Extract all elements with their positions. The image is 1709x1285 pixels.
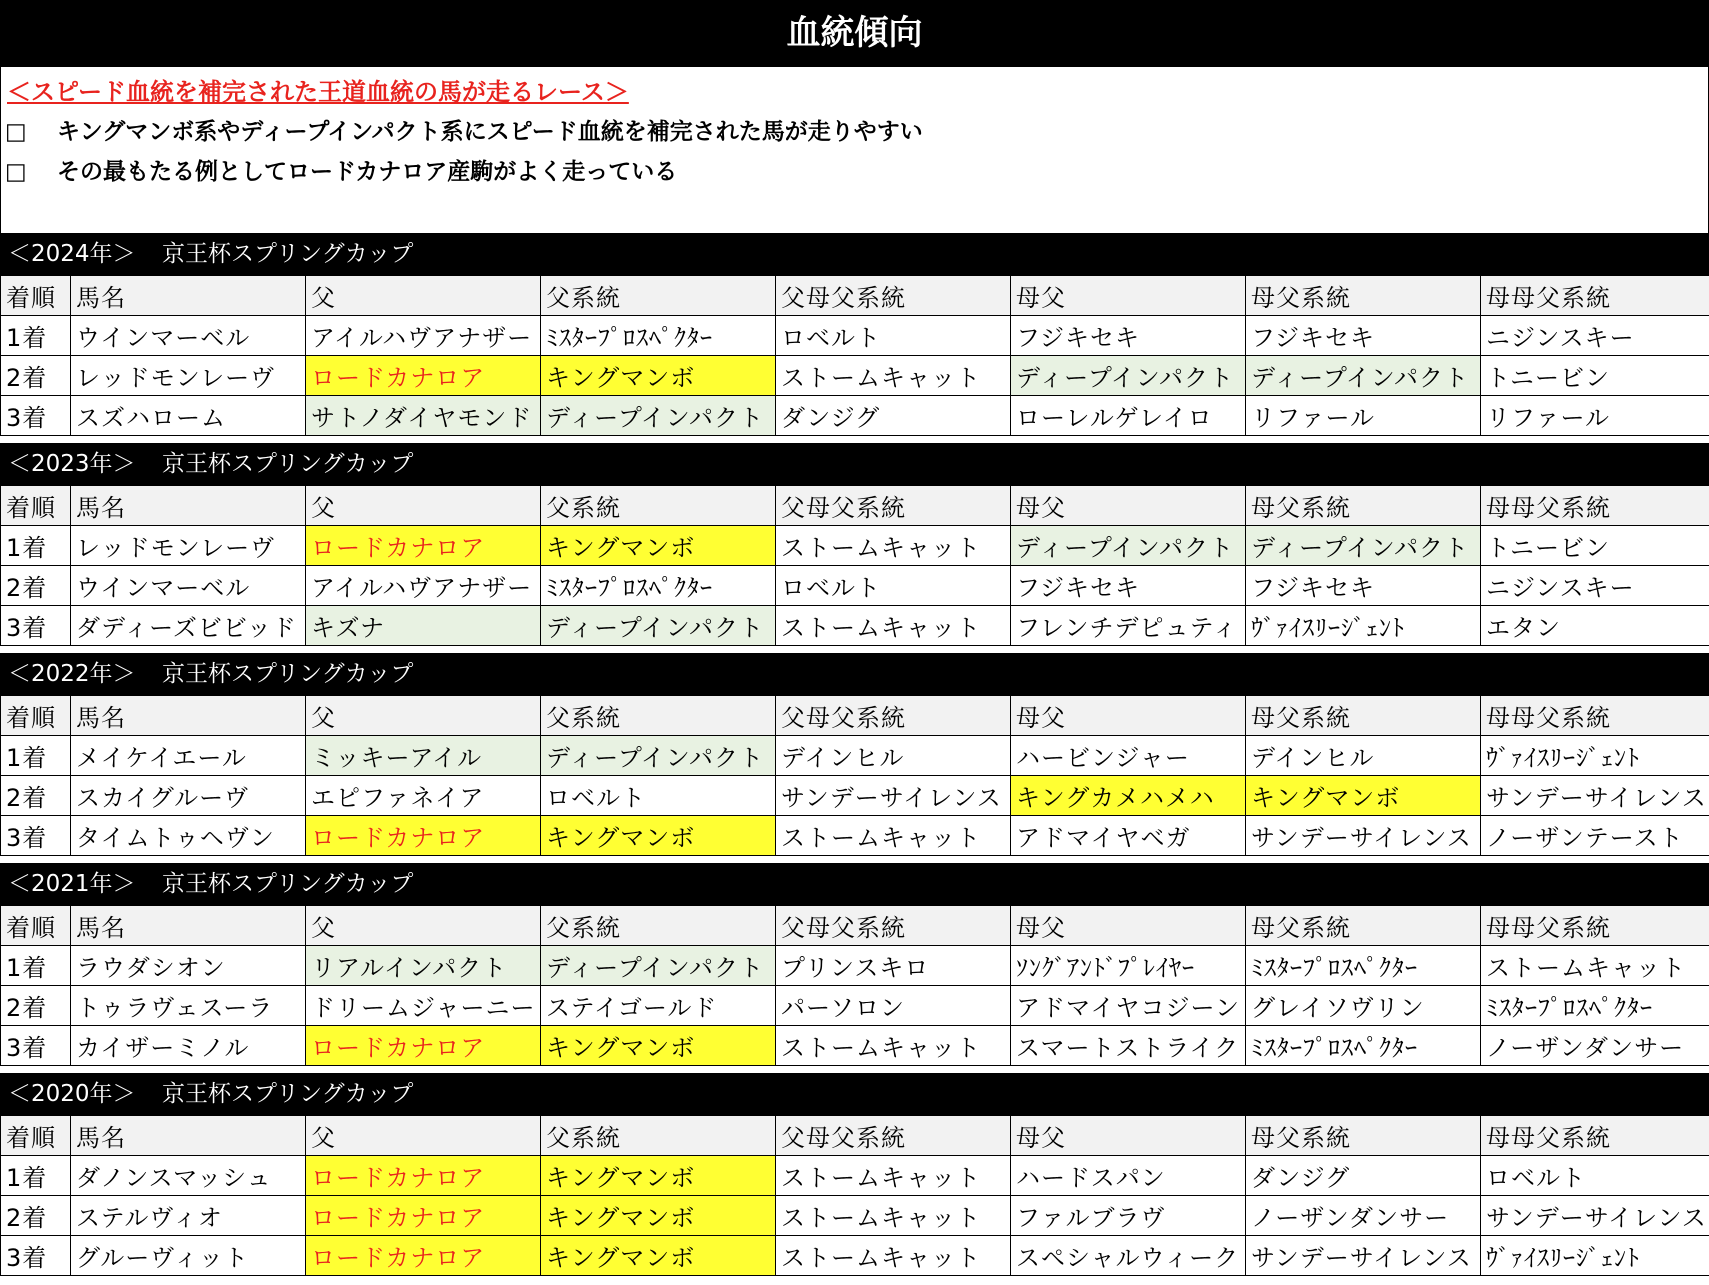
cell-horse-name: レッドモンレーヴ — [71, 356, 306, 396]
cell-horse-name: スカイグルーヴ — [71, 776, 306, 816]
column-header-rank: 着順 — [1, 486, 71, 526]
cell-sire-line: キングマンボ — [541, 816, 776, 856]
column-header-rank: 着順 — [1, 276, 71, 316]
cell-rank: 3着 — [1, 1026, 71, 1066]
cell-dam-sire: フレンチデピュティ — [1011, 606, 1246, 646]
cell-rank: 1着 — [1, 946, 71, 986]
year-label: ＜2020年＞ — [8, 1081, 136, 1107]
results-table — [0, 905, 1709, 1066]
cell-sire-dam-sire-line: ストームキャット — [776, 606, 1011, 646]
column-header-sire-dam-sire-line: 父母父系統 — [776, 1116, 1011, 1156]
cell-sire-dam-sire-line: ロベルト — [776, 316, 1011, 356]
bullet-1 — [5, 113, 923, 146]
cell-sire-dam-sire-line: ストームキャット — [776, 356, 1011, 396]
table-row-first — [1, 946, 1709, 986]
page-title: 血統傾向 — [0, 0, 1709, 67]
cell-dam-dam-sire-line: トニービン — [1481, 356, 1709, 396]
table-row-first — [1, 1156, 1709, 1196]
column-header-sire: 父 — [306, 276, 541, 316]
year-header — [0, 653, 1709, 695]
column-header-sire-dam-sire-line: 父母父系統 — [776, 696, 1011, 736]
table-row-first — [1, 316, 1709, 356]
column-header-sire: 父 — [306, 1116, 541, 1156]
cell-sire-line: ステイゴールド — [541, 986, 776, 1026]
race-name: 京王杯スプリングカップ — [162, 451, 414, 477]
checkbox-icon: □ — [5, 159, 27, 185]
table-header-row — [1, 906, 1709, 946]
column-header-dam-sire-line: 母父系統 — [1246, 906, 1481, 946]
cell-dam-sire: ハービンジャー — [1011, 736, 1246, 776]
results-table — [0, 275, 1709, 436]
cell-rank: 3着 — [1, 1236, 71, 1276]
cell-dam-dam-sire-line: トニービン — [1481, 526, 1709, 566]
column-header-dam-dam-sire-line: 母母父系統 — [1481, 906, 1709, 946]
cell-dam-dam-sire-line: ノーザンダンサー — [1481, 1026, 1709, 1066]
cell-sire-line: ﾐｽﾀｰﾌﾟﾛｽﾍﾟｸﾀｰ — [541, 566, 776, 606]
cell-rank: 3着 — [1, 816, 71, 856]
cell-dam-sire-line: ディープインパクト — [1246, 356, 1481, 396]
cell-horse-name: メイケイエール — [71, 736, 306, 776]
cell-dam-sire-line: サンデーサイレンス — [1246, 1236, 1481, 1276]
results-table — [0, 485, 1709, 646]
table-header-row — [1, 486, 1709, 526]
cell-sire-dam-sire-line: ストームキャット — [776, 1156, 1011, 1196]
cell-dam-sire-line: キングマンボ — [1246, 776, 1481, 816]
race-name: 京王杯スプリングカップ — [162, 871, 414, 897]
cell-sire-dam-sire-line: ストームキャット — [776, 1236, 1011, 1276]
cell-horse-name: ダノンスマッシュ — [71, 1156, 306, 1196]
cell-rank: 1着 — [1, 526, 71, 566]
year-label: ＜2022年＞ — [8, 661, 136, 687]
table-row-second — [1, 1196, 1709, 1236]
cell-sire-dam-sire-line: ストームキャット — [776, 1026, 1011, 1066]
cell-sire: ロードカナロア — [306, 356, 541, 396]
column-header-dam-dam-sire-line: 母母父系統 — [1481, 486, 1709, 526]
cell-sire-line: キングマンボ — [541, 1236, 776, 1276]
table-row-second — [1, 776, 1709, 816]
cell-dam-sire: スペシャルウィーク — [1011, 1236, 1246, 1276]
column-header-sire-line: 父系統 — [541, 696, 776, 736]
cell-dam-sire-line: デインヒル — [1246, 736, 1481, 776]
column-header-dam-sire: 母父 — [1011, 486, 1246, 526]
cell-sire-dam-sire-line: プリンスキロ — [776, 946, 1011, 986]
cell-dam-sire: アドマイヤベガ — [1011, 816, 1246, 856]
cell-dam-sire: フジキセキ — [1011, 566, 1246, 606]
headline: ＜スピード血統を補完された王道血統の馬が走るレース＞ — [7, 78, 629, 106]
cell-rank: 2着 — [1, 566, 71, 606]
cell-dam-sire-line: ｳﾞｧｲｽﾘｰｼﾞｪﾝﾄ — [1246, 606, 1481, 646]
year-header — [0, 443, 1709, 485]
cell-sire-line: ディープインパクト — [541, 946, 776, 986]
cell-dam-dam-sire-line: ニジンスキー — [1481, 316, 1709, 356]
table-row-second — [1, 356, 1709, 396]
cell-dam-sire: フジキセキ — [1011, 316, 1246, 356]
column-header-horse-name: 馬名 — [71, 1116, 306, 1156]
cell-horse-name: ステルヴィオ — [71, 1196, 306, 1236]
cell-dam-sire: スマートストライク — [1011, 1026, 1246, 1066]
cell-sire: ドリームジャーニー — [306, 986, 541, 1026]
cell-rank: 1着 — [1, 316, 71, 356]
cell-dam-sire: ディープインパクト — [1011, 356, 1246, 396]
cell-sire: アイルハヴアナザー — [306, 566, 541, 606]
cell-dam-dam-sire-line: ノーザンテースト — [1481, 816, 1709, 856]
table-header-row — [1, 1116, 1709, 1156]
column-header-dam-sire-line: 母父系統 — [1246, 276, 1481, 316]
cell-sire-line: キングマンボ — [541, 356, 776, 396]
cell-dam-sire-line: ダンジグ — [1246, 1156, 1481, 1196]
column-header-rank: 着順 — [1, 1116, 71, 1156]
cell-horse-name: レッドモンレーヴ — [71, 526, 306, 566]
cell-horse-name: ウインマーベル — [71, 566, 306, 606]
column-header-sire-dam-sire-line: 父母父系統 — [776, 906, 1011, 946]
column-header-sire-line: 父系統 — [541, 1116, 776, 1156]
cell-sire-line: キングマンボ — [541, 1026, 776, 1066]
table-row-third — [1, 396, 1709, 436]
column-header-horse-name: 馬名 — [71, 276, 306, 316]
cell-rank: 3着 — [1, 396, 71, 436]
cell-sire-dam-sire-line: ロベルト — [776, 566, 1011, 606]
results-table — [0, 1115, 1709, 1276]
cell-sire: ロードカナロア — [306, 816, 541, 856]
column-header-sire-dam-sire-line: 父母父系統 — [776, 276, 1011, 316]
race-name: 京王杯スプリングカップ — [162, 661, 414, 687]
column-header-dam-sire-line: 母父系統 — [1246, 486, 1481, 526]
cell-rank: 2着 — [1, 1196, 71, 1236]
cell-sire: エピファネイア — [306, 776, 541, 816]
bullet-text: その最もたる例としてロードカナロア産駒がよく走っている — [57, 159, 678, 185]
year-header — [0, 863, 1709, 905]
cell-rank: 3着 — [1, 606, 71, 646]
year-label: ＜2024年＞ — [8, 241, 136, 267]
results-table — [0, 695, 1709, 856]
cell-sire: ロードカナロア — [306, 1196, 541, 1236]
cell-horse-name: グルーヴィット — [71, 1236, 306, 1276]
column-header-horse-name: 馬名 — [71, 696, 306, 736]
cell-dam-sire: アドマイヤコジーン — [1011, 986, 1246, 1026]
cell-sire-line: ﾐｽﾀｰﾌﾟﾛｽﾍﾟｸﾀｰ — [541, 316, 776, 356]
year-header — [0, 233, 1709, 275]
cell-sire-dam-sire-line: ストームキャット — [776, 526, 1011, 566]
column-header-dam-dam-sire-line: 母母父系統 — [1481, 276, 1709, 316]
table-row-third — [1, 606, 1709, 646]
cell-sire: ロードカナロア — [306, 1026, 541, 1066]
cell-sire-line: ロベルト — [541, 776, 776, 816]
cell-sire-dam-sire-line: ストームキャット — [776, 1196, 1011, 1236]
cell-dam-sire-line: ﾐｽﾀｰﾌﾟﾛｽﾍﾟｸﾀｰ — [1246, 1026, 1481, 1066]
cell-dam-sire: ファルブラヴ — [1011, 1196, 1246, 1236]
cell-sire-line: ディープインパクト — [541, 736, 776, 776]
bullet-2 — [5, 153, 677, 186]
cell-dam-sire: ローレルゲレイロ — [1011, 396, 1246, 436]
cell-dam-dam-sire-line: サンデーサイレンス — [1481, 776, 1709, 816]
column-header-sire-line: 父系統 — [541, 906, 776, 946]
cell-dam-dam-sire-line: ストームキャット — [1481, 946, 1709, 986]
cell-sire-line: キングマンボ — [541, 1156, 776, 1196]
cell-dam-dam-sire-line: ロベルト — [1481, 1156, 1709, 1196]
cell-dam-dam-sire-line: サンデーサイレンス — [1481, 1196, 1709, 1236]
cell-sire-dam-sire-line: デインヒル — [776, 736, 1011, 776]
column-header-sire-dam-sire-line: 父母父系統 — [776, 486, 1011, 526]
table-row-first — [1, 526, 1709, 566]
table-row-third — [1, 1026, 1709, 1066]
cell-horse-name: スズハローム — [71, 396, 306, 436]
cell-dam-sire: ハードスパン — [1011, 1156, 1246, 1196]
cell-rank: 2着 — [1, 356, 71, 396]
cell-rank: 1着 — [1, 1156, 71, 1196]
cell-dam-dam-sire-line: リファール — [1481, 396, 1709, 436]
cell-dam-sire-line: ディープインパクト — [1246, 526, 1481, 566]
cell-sire-line: キングマンボ — [541, 1196, 776, 1236]
cell-horse-name: タイムトゥヘヴン — [71, 816, 306, 856]
table-row-second — [1, 986, 1709, 1026]
cell-sire: ロードカナロア — [306, 1236, 541, 1276]
bullet-text: キングマンボ系やディープインパクト系にスピード血統を補完された馬が走りやすい — [57, 119, 923, 145]
cell-rank: 2着 — [1, 986, 71, 1026]
table-row-third — [1, 1236, 1709, 1276]
cell-dam-sire-line: ﾐｽﾀｰﾌﾟﾛｽﾍﾟｸﾀｰ — [1246, 946, 1481, 986]
cell-dam-sire-line: フジキセキ — [1246, 316, 1481, 356]
column-header-dam-dam-sire-line: 母母父系統 — [1481, 696, 1709, 736]
column-header-dam-sire: 母父 — [1011, 696, 1246, 736]
intro-panel — [0, 67, 1709, 233]
cell-rank: 1着 — [1, 736, 71, 776]
table-header-row — [1, 276, 1709, 316]
cell-dam-sire: ｿﾝｸﾞｱﾝﾄﾞﾌﾟﾚｲﾔｰ — [1011, 946, 1246, 986]
cell-sire-dam-sire-line: ストームキャット — [776, 816, 1011, 856]
cell-sire: ミッキーアイル — [306, 736, 541, 776]
column-header-horse-name: 馬名 — [71, 906, 306, 946]
cell-sire: アイルハヴアナザー — [306, 316, 541, 356]
table-row-first — [1, 736, 1709, 776]
cell-sire-dam-sire-line: パーソロン — [776, 986, 1011, 1026]
checkbox-icon: □ — [5, 119, 27, 145]
cell-dam-dam-sire-line: ｳﾞｧｲｽﾘｰｼﾞｪﾝﾄ — [1481, 1236, 1709, 1276]
cell-dam-sire-line: サンデーサイレンス — [1246, 816, 1481, 856]
cell-sire-line: ディープインパクト — [541, 396, 776, 436]
cell-sire: キズナ — [306, 606, 541, 646]
race-name: 京王杯スプリングカップ — [162, 1081, 414, 1107]
table-row-third — [1, 816, 1709, 856]
column-header-sire-line: 父系統 — [541, 486, 776, 526]
column-header-dam-sire: 母父 — [1011, 276, 1246, 316]
column-header-sire: 父 — [306, 696, 541, 736]
cell-horse-name: トゥラヴェスーラ — [71, 986, 306, 1026]
cell-dam-dam-sire-line: ニジンスキー — [1481, 566, 1709, 606]
cell-sire: ロードカナロア — [306, 526, 541, 566]
cell-dam-sire-line: リファール — [1246, 396, 1481, 436]
cell-rank: 2着 — [1, 776, 71, 816]
cell-sire-dam-sire-line: サンデーサイレンス — [776, 776, 1011, 816]
cell-dam-dam-sire-line: ｳﾞｧｲｽﾘｰｼﾞｪﾝﾄ — [1481, 736, 1709, 776]
cell-sire-line: ディープインパクト — [541, 606, 776, 646]
column-header-sire: 父 — [306, 906, 541, 946]
cell-dam-sire-line: ノーザンダンサー — [1246, 1196, 1481, 1236]
column-header-rank: 着順 — [1, 906, 71, 946]
cell-dam-sire-line: フジキセキ — [1246, 566, 1481, 606]
cell-sire: サトノダイヤモンド — [306, 396, 541, 436]
cell-dam-sire-line: グレイソヴリン — [1246, 986, 1481, 1026]
cell-horse-name: ウインマーベル — [71, 316, 306, 356]
cell-sire-line: キングマンボ — [541, 526, 776, 566]
cell-dam-sire: キングカメハメハ — [1011, 776, 1246, 816]
cell-horse-name: ダディーズビビッド — [71, 606, 306, 646]
cell-horse-name: カイザーミノル — [71, 1026, 306, 1066]
column-header-rank: 着順 — [1, 696, 71, 736]
cell-dam-dam-sire-line: ﾐｽﾀｰﾌﾟﾛｽﾍﾟｸﾀｰ — [1481, 986, 1709, 1026]
column-header-horse-name: 馬名 — [71, 486, 306, 526]
year-header — [0, 1073, 1709, 1115]
cell-horse-name: ラウダシオン — [71, 946, 306, 986]
year-label: ＜2021年＞ — [8, 871, 136, 897]
column-header-dam-dam-sire-line: 母母父系統 — [1481, 1116, 1709, 1156]
cell-sire-dam-sire-line: ダンジグ — [776, 396, 1011, 436]
column-header-dam-sire-line: 母父系統 — [1246, 696, 1481, 736]
year-label: ＜2023年＞ — [8, 451, 136, 477]
column-header-dam-sire-line: 母父系統 — [1246, 1116, 1481, 1156]
cell-dam-sire: ディープインパクト — [1011, 526, 1246, 566]
table-header-row — [1, 696, 1709, 736]
column-header-dam-sire: 母父 — [1011, 1116, 1246, 1156]
column-header-sire-line: 父系統 — [541, 276, 776, 316]
cell-sire: ロードカナロア — [306, 1156, 541, 1196]
race-name: 京王杯スプリングカップ — [162, 241, 414, 267]
cell-sire: リアルインパクト — [306, 946, 541, 986]
cell-dam-dam-sire-line: エタン — [1481, 606, 1709, 646]
column-header-sire: 父 — [306, 486, 541, 526]
column-header-dam-sire: 母父 — [1011, 906, 1246, 946]
table-row-second — [1, 566, 1709, 606]
